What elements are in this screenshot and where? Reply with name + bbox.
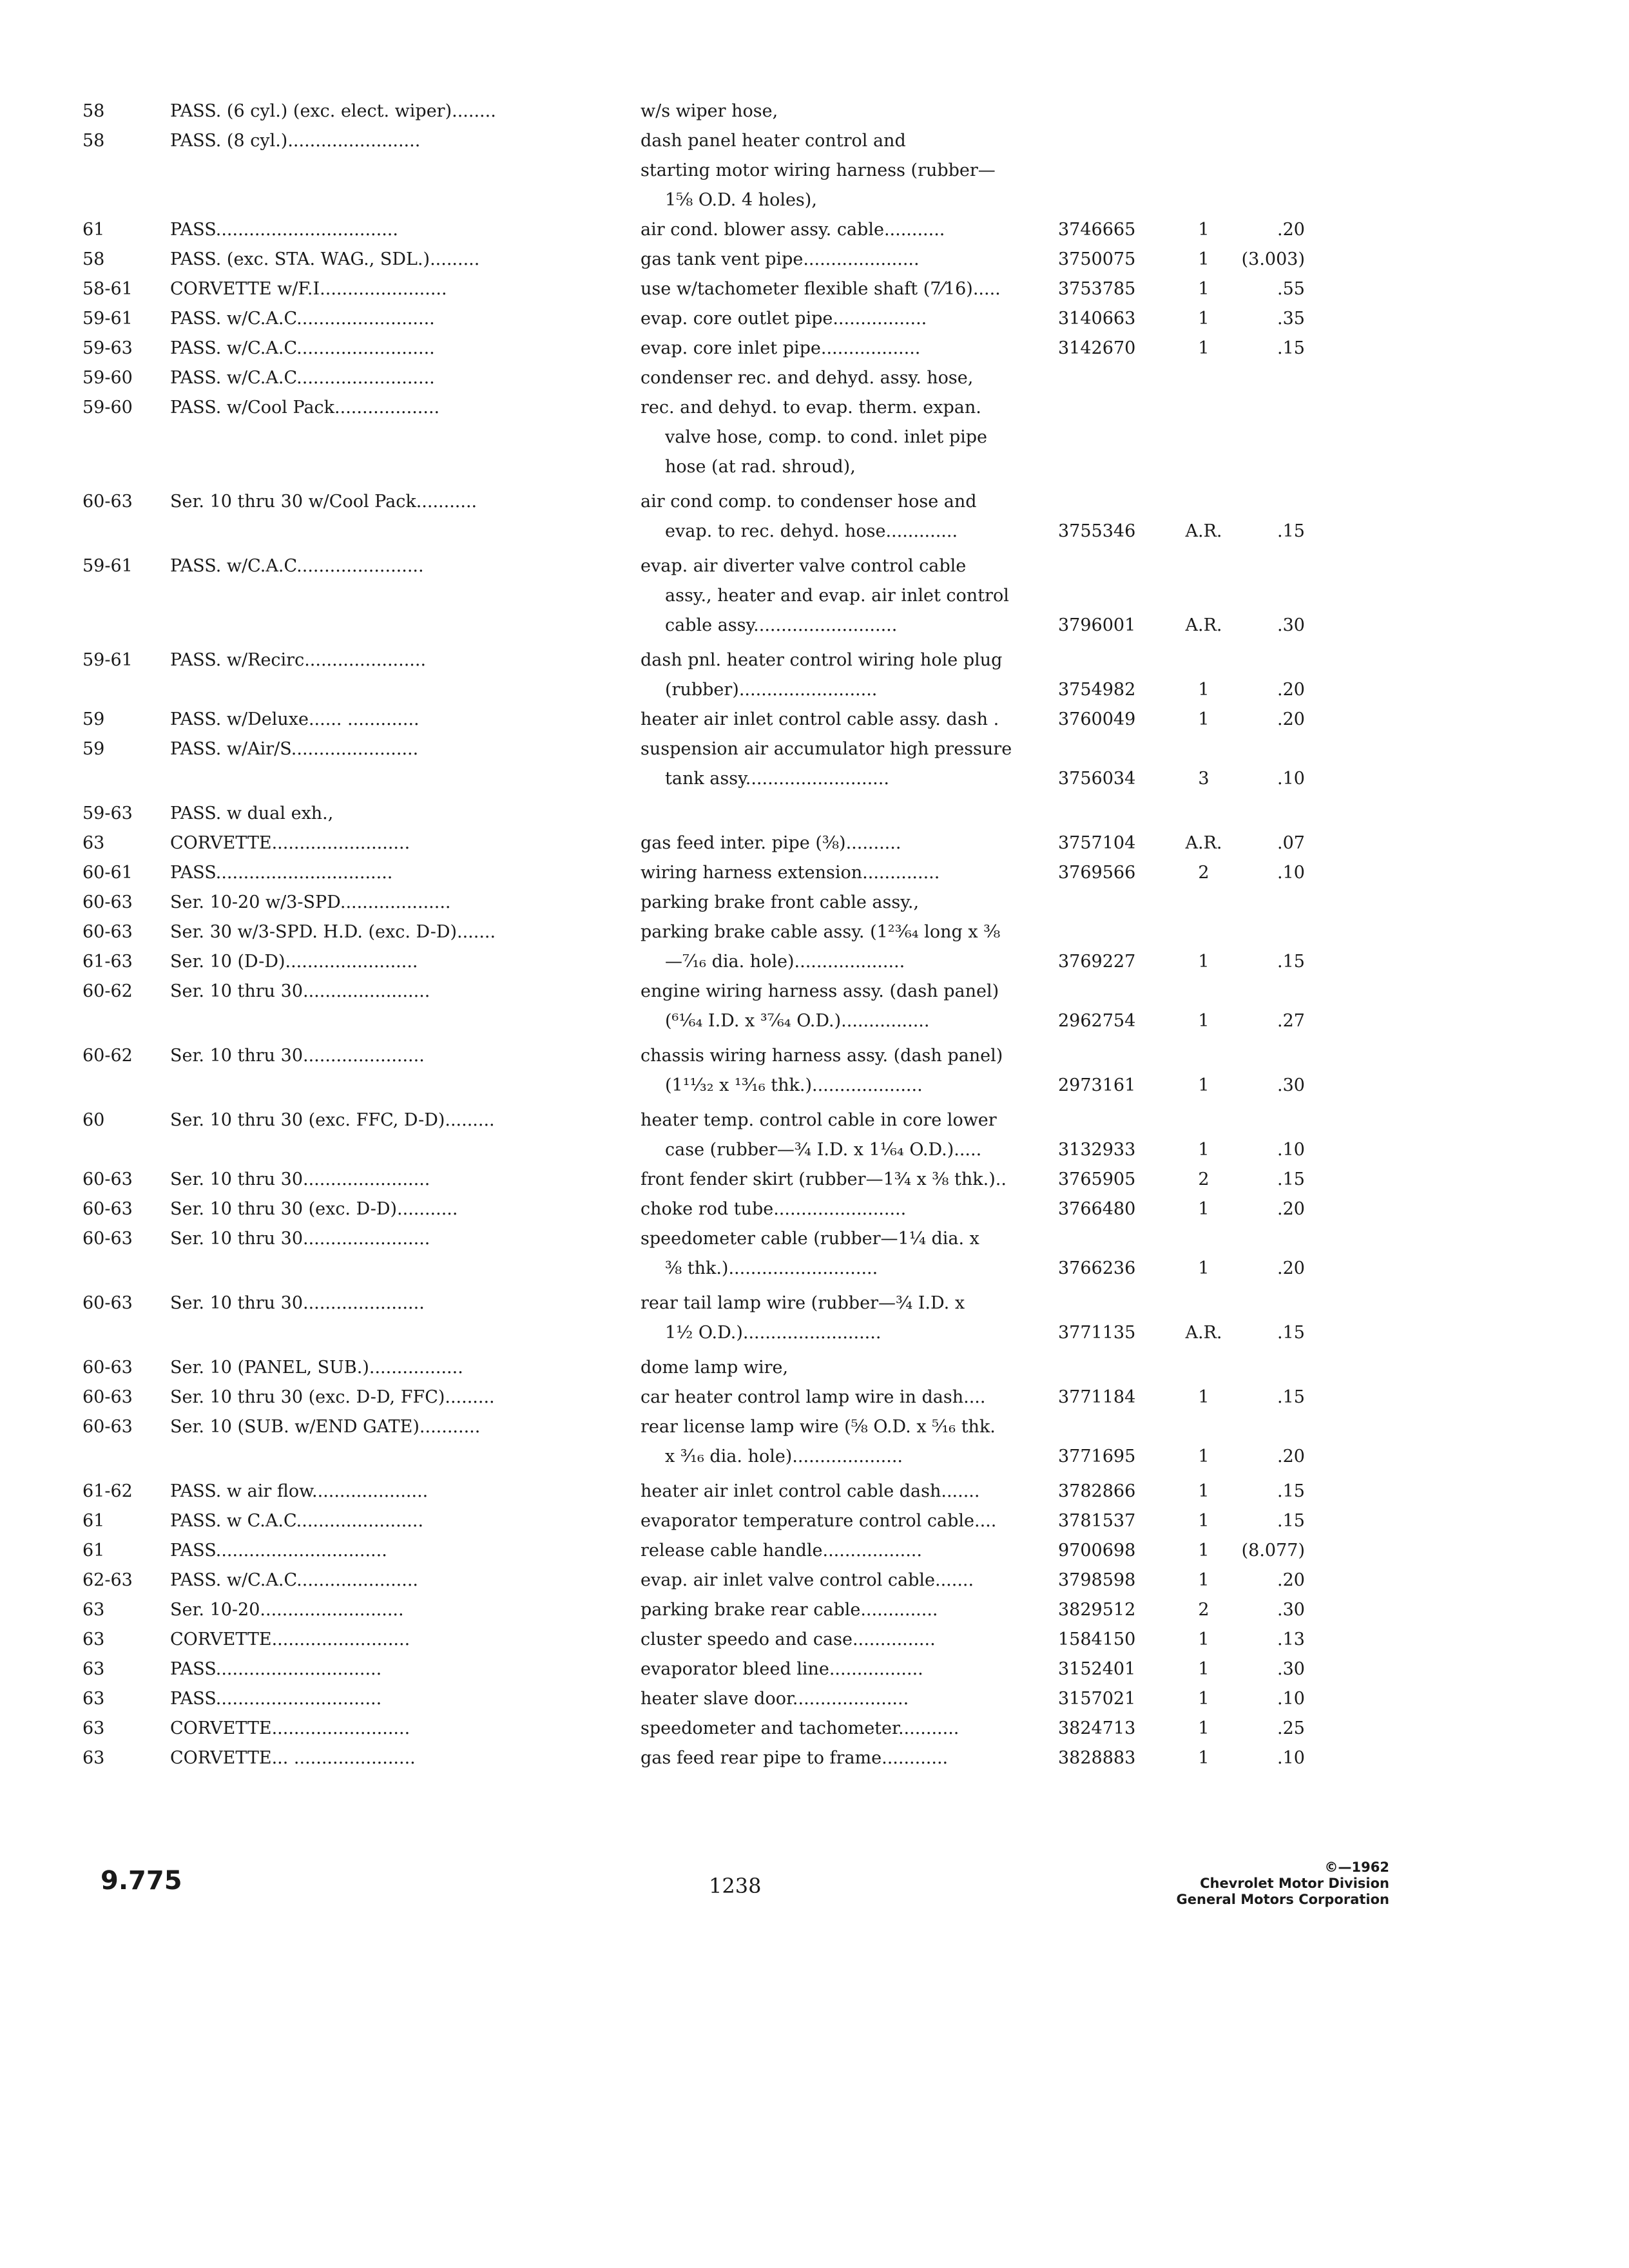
part-number: 3766480 xyxy=(1058,1199,1136,1219)
part-description: evap. air diverter valve control cable xyxy=(641,556,967,576)
price: .15 xyxy=(1277,1387,1305,1407)
model-application: Ser. 10 thru 30...................... xyxy=(170,1046,425,1066)
model-year: 63 xyxy=(82,1748,105,1768)
part-number: 3157021 xyxy=(1058,1689,1136,1709)
model-year: 59-61 xyxy=(82,650,133,670)
model-application: Ser. 10 thru 30 (exc. D-D, FFC)......... xyxy=(170,1387,495,1407)
price: .15 xyxy=(1277,1169,1305,1189)
quantity: 1 xyxy=(1198,338,1210,358)
part-number: 3771184 xyxy=(1058,1387,1136,1407)
part-description: dash pnl. heater control wiring hole plug xyxy=(641,650,1003,670)
model-year: 60-63 xyxy=(82,1169,133,1189)
part-description: rec. and dehyd. to evap. therm. expan. xyxy=(641,398,981,418)
model-application: PASS................................. xyxy=(170,220,398,240)
quantity: 1 xyxy=(1198,952,1210,972)
quantity: 1 xyxy=(1198,1011,1210,1031)
model-application: CORVETTE......................... xyxy=(170,1629,410,1649)
quantity: 2 xyxy=(1198,1169,1210,1189)
quantity: 1 xyxy=(1198,1748,1210,1768)
part-number: 3781537 xyxy=(1058,1511,1136,1531)
model-year: 60-61 xyxy=(82,863,133,883)
quantity: 1 xyxy=(1198,1387,1210,1407)
part-number: 3754982 xyxy=(1058,680,1136,700)
model-year: 62-63 xyxy=(82,1570,133,1590)
model-year: 60-63 xyxy=(82,492,133,512)
model-year: 61 xyxy=(82,1541,105,1561)
model-application: PASS................................ xyxy=(170,863,393,883)
price: .15 xyxy=(1277,1481,1305,1501)
part-description: air cond. blower assy. cable........... xyxy=(641,220,945,240)
quantity: 1 xyxy=(1198,1258,1210,1278)
price: .07 xyxy=(1277,833,1305,853)
quantity: 2 xyxy=(1198,863,1210,883)
price: .15 xyxy=(1277,1323,1305,1343)
price: .15 xyxy=(1277,338,1305,358)
part-number: 3782866 xyxy=(1058,1481,1136,1501)
part-number: 3796001 xyxy=(1058,615,1136,635)
model-year: 61-63 xyxy=(82,952,133,972)
model-year: 61 xyxy=(82,220,105,240)
part-row xyxy=(0,1566,1629,1595)
price: .10 xyxy=(1277,863,1305,883)
part-number: 9700698 xyxy=(1058,1541,1136,1561)
model-application: PASS. w/C.A.C...................... xyxy=(170,1570,418,1590)
model-application: PASS. w/Recirc...................... xyxy=(170,650,427,670)
quantity: 2 xyxy=(1198,1600,1210,1620)
part-description: evaporator temperature control cable.... xyxy=(641,1511,997,1531)
part-row xyxy=(0,1383,1629,1412)
part-number: 3771695 xyxy=(1058,1446,1136,1466)
part-description: hose (at rad. shroud), xyxy=(665,457,856,477)
quantity: 1 xyxy=(1198,709,1210,729)
model-application: PASS.............................. xyxy=(170,1689,382,1709)
part-description: x ³⁄₁₆ dia. hole).................... xyxy=(665,1446,903,1466)
model-year: 61-62 xyxy=(82,1481,133,1501)
model-application: Ser. 10 (SUB. w/END GATE)........... xyxy=(170,1417,481,1437)
part-row xyxy=(0,274,1629,304)
part-description: assy., heater and evap. air inlet control xyxy=(665,586,1009,606)
model-year: 59 xyxy=(82,709,105,729)
part-description: ⅜ thk.)........................... xyxy=(665,1258,878,1278)
quantity: 1 xyxy=(1198,1511,1210,1531)
part-description: evap. core inlet pipe.................. xyxy=(641,338,921,358)
model-year: 58 xyxy=(82,249,105,269)
part-description: gas feed rear pipe to frame............ xyxy=(641,1748,949,1768)
model-application: PASS............................... xyxy=(170,1541,387,1561)
part-description: condenser rec. and dehyd. assy. hose, xyxy=(641,368,974,388)
model-application: PASS. w/Deluxe...... ............. xyxy=(170,709,419,729)
part-number: 3756034 xyxy=(1058,769,1136,789)
part-number: 3755346 xyxy=(1058,521,1136,541)
price: .30 xyxy=(1277,615,1305,635)
model-application: Ser. 10 thru 30....................... xyxy=(170,1229,430,1249)
part-row xyxy=(0,452,1629,482)
part-row xyxy=(0,799,1629,829)
part-row xyxy=(0,764,1629,794)
part-row xyxy=(0,1289,1629,1318)
part-row xyxy=(0,363,1629,393)
section-number: 9.775 xyxy=(101,1866,182,1896)
part-row xyxy=(0,1625,1629,1655)
part-description: chassis wiring harness assy. (dash panel) xyxy=(641,1046,1003,1066)
part-row xyxy=(0,245,1629,274)
model-year: 59-63 xyxy=(82,338,133,358)
part-row xyxy=(0,1224,1629,1254)
part-number: 3765905 xyxy=(1058,1169,1136,1189)
quantity: 1 xyxy=(1198,1570,1210,1590)
model-application: Ser. 10 thru 30....................... xyxy=(170,1169,430,1189)
price: .20 xyxy=(1277,1570,1305,1590)
part-row xyxy=(0,675,1629,705)
model-application: PASS. w air flow..................... xyxy=(170,1481,429,1501)
quantity: 1 xyxy=(1198,1481,1210,1501)
price: .20 xyxy=(1277,1446,1305,1466)
part-row xyxy=(0,1106,1629,1135)
part-description: car heater control lamp wire in dash.... xyxy=(641,1387,986,1407)
model-year: 58 xyxy=(82,101,105,121)
model-year: 59-60 xyxy=(82,398,133,418)
part-description: parking brake cable assy. (1²³⁄₆₄ long x ³⁄₈ xyxy=(641,922,1001,942)
model-year: 63 xyxy=(82,1629,105,1649)
price: .15 xyxy=(1277,521,1305,541)
part-row xyxy=(0,1165,1629,1195)
model-year: 59-63 xyxy=(82,803,133,823)
part-number: 3769227 xyxy=(1058,952,1136,972)
quantity: A.R. xyxy=(1185,615,1222,635)
part-row xyxy=(0,487,1629,517)
part-row xyxy=(0,1412,1629,1442)
part-row xyxy=(0,1135,1629,1165)
part-description: rear license lamp wire (⅝ O.D. x ⁵⁄₁₆ thk. xyxy=(641,1417,996,1437)
price: .30 xyxy=(1277,1075,1305,1095)
price: .20 xyxy=(1277,709,1305,729)
part-description: starting motor wiring harness (rubber— xyxy=(641,160,996,180)
price: .20 xyxy=(1277,680,1305,700)
price: .30 xyxy=(1277,1659,1305,1679)
part-description: parking brake rear cable.............. xyxy=(641,1600,938,1620)
model-application: PASS. w/C.A.C......................... xyxy=(170,309,435,329)
part-row xyxy=(0,1442,1629,1472)
model-year: 60-63 xyxy=(82,1229,133,1249)
part-description: choke rod tube........................ xyxy=(641,1199,907,1219)
model-year: 60-62 xyxy=(82,1046,133,1066)
model-year: 61 xyxy=(82,1511,105,1531)
quantity: 1 xyxy=(1198,1541,1210,1561)
part-row xyxy=(0,1195,1629,1224)
part-description: engine wiring harness assy. (dash panel) xyxy=(641,981,999,1001)
part-description: cable assy.......................... xyxy=(665,615,898,635)
model-application: PASS. w/C.A.C....................... xyxy=(170,556,424,576)
part-description: evaporator bleed line................. xyxy=(641,1659,923,1679)
part-number: 3769566 xyxy=(1058,863,1136,883)
quantity: A.R. xyxy=(1185,521,1222,541)
part-row xyxy=(0,705,1629,735)
model-year: 60-63 xyxy=(82,1199,133,1219)
price: .55 xyxy=(1277,279,1305,299)
model-year: 60-62 xyxy=(82,981,133,1001)
part-number: 3771135 xyxy=(1058,1323,1136,1343)
model-application: PASS. w/Air/S....................... xyxy=(170,739,419,759)
part-number: 3142670 xyxy=(1058,338,1136,358)
part-row xyxy=(0,858,1629,888)
quantity: 1 xyxy=(1198,279,1210,299)
part-row xyxy=(0,1595,1629,1625)
model-year: 60-63 xyxy=(82,922,133,942)
model-application: PASS. (8 cyl.)........................ xyxy=(170,131,421,151)
part-description: evap. to rec. dehyd. hose............. xyxy=(665,521,958,541)
part-description: heater slave door..................... xyxy=(641,1689,909,1709)
part-row xyxy=(0,552,1629,581)
quantity: 3 xyxy=(1198,769,1210,789)
part-description: air cond comp. to condenser hose and xyxy=(641,492,977,512)
part-row xyxy=(0,1318,1629,1348)
model-application: Ser. 10 (D-D)........................ xyxy=(170,952,418,972)
model-year: 58 xyxy=(82,131,105,151)
part-row xyxy=(0,581,1629,611)
price: .20 xyxy=(1277,220,1305,240)
price: .10 xyxy=(1277,1748,1305,1768)
model-application: PASS. (6 cyl.) (exc. elect. wiper)........ xyxy=(170,101,496,121)
quantity: A.R. xyxy=(1185,1323,1222,1343)
part-number: 3152401 xyxy=(1058,1659,1136,1679)
part-number: 3753785 xyxy=(1058,279,1136,299)
part-row xyxy=(0,1655,1629,1684)
part-row xyxy=(0,1006,1629,1036)
part-row xyxy=(0,517,1629,546)
model-year: 59-60 xyxy=(82,368,133,388)
model-application: CORVETTE......................... xyxy=(170,1718,410,1738)
price: .10 xyxy=(1277,1140,1305,1160)
quantity: 1 xyxy=(1198,1629,1210,1649)
part-description: cluster speedo and case............... xyxy=(641,1629,936,1649)
part-row xyxy=(0,977,1629,1006)
quantity: 1 xyxy=(1198,1140,1210,1160)
price: (8.077) xyxy=(1241,1541,1305,1561)
part-description: rear tail lamp wire (rubber—¾ I.D. x xyxy=(641,1293,965,1313)
part-description: gas tank vent pipe..................... xyxy=(641,249,920,269)
model-year: 59-61 xyxy=(82,556,133,576)
part-description: evap. air inlet valve control cable....... xyxy=(641,1570,974,1590)
model-year: 63 xyxy=(82,1600,105,1620)
price: .27 xyxy=(1277,1011,1305,1031)
price: .20 xyxy=(1277,1258,1305,1278)
model-year: 60-63 xyxy=(82,892,133,912)
model-application: CORVETTE w/F.I....................... xyxy=(170,279,447,299)
model-application: PASS. w/Cool Pack................... xyxy=(170,398,440,418)
model-application: Ser. 10 (PANEL, SUB.)................. xyxy=(170,1358,463,1378)
part-row xyxy=(0,947,1629,977)
model-application: Ser. 10 thru 30 w/Cool Pack........... xyxy=(170,492,477,512)
model-application: CORVETTE......................... xyxy=(170,833,410,853)
model-year: 63 xyxy=(82,1659,105,1679)
part-number: 3766236 xyxy=(1058,1258,1136,1278)
part-description: gas feed inter. pipe (⅜).......... xyxy=(641,833,901,853)
price: .13 xyxy=(1277,1629,1305,1649)
part-row xyxy=(0,1477,1629,1506)
price: (3.003) xyxy=(1241,249,1305,269)
model-application: PASS.............................. xyxy=(170,1659,382,1679)
part-description: —⁷⁄₁₆ dia. hole).................... xyxy=(665,952,905,972)
part-description: dome lamp wire, xyxy=(641,1358,789,1378)
part-row xyxy=(0,1254,1629,1283)
part-row xyxy=(0,126,1629,156)
part-row xyxy=(0,1744,1629,1773)
part-number: 2973161 xyxy=(1058,1075,1136,1095)
quantity: 1 xyxy=(1198,1446,1210,1466)
part-row xyxy=(0,1506,1629,1536)
part-number: 1584150 xyxy=(1058,1629,1136,1649)
quantity: 1 xyxy=(1198,249,1210,269)
part-description: release cable handle.................. xyxy=(641,1541,922,1561)
quantity: 1 xyxy=(1198,309,1210,329)
part-row xyxy=(0,304,1629,334)
part-row xyxy=(0,1536,1629,1566)
price: .10 xyxy=(1277,769,1305,789)
part-description: suspension air accumulator high pressure xyxy=(641,739,1012,759)
model-year: 60-63 xyxy=(82,1417,133,1437)
part-description: (rubber)......................... xyxy=(665,680,878,700)
part-row xyxy=(0,829,1629,858)
part-number: 3750075 xyxy=(1058,249,1136,269)
model-application: Ser. 10-20 w/3-SPD.................... xyxy=(170,892,451,912)
price: .15 xyxy=(1277,952,1305,972)
copyright-line: ©—1962 xyxy=(1324,1860,1389,1875)
model-application: CORVETTE... ...................... xyxy=(170,1748,416,1768)
model-application: Ser. 10 thru 30....................... xyxy=(170,981,430,1001)
part-row xyxy=(0,423,1629,452)
price: .10 xyxy=(1277,1689,1305,1709)
part-description: 1½ O.D.)......................... xyxy=(665,1323,882,1343)
part-row xyxy=(0,393,1629,423)
part-description: front fender skirt (rubber—1¾ x ⅜ thk.).. xyxy=(641,1169,1007,1189)
model-application: PASS. w/C.A.C......................... xyxy=(170,338,435,358)
price: .30 xyxy=(1277,1600,1305,1620)
part-row xyxy=(0,215,1629,245)
model-year: 59 xyxy=(82,739,105,759)
part-row xyxy=(0,735,1629,764)
model-application: PASS. w dual exh., xyxy=(170,803,334,823)
part-row xyxy=(0,646,1629,675)
part-row xyxy=(0,918,1629,947)
part-row xyxy=(0,1071,1629,1100)
quantity: 1 xyxy=(1198,1199,1210,1219)
part-row xyxy=(0,97,1629,126)
model-year: 63 xyxy=(82,833,105,853)
quantity: 1 xyxy=(1198,1718,1210,1738)
model-year: 63 xyxy=(82,1718,105,1738)
page-number: 1238 xyxy=(709,1874,762,1898)
part-number: 3746665 xyxy=(1058,220,1136,240)
price: .15 xyxy=(1277,1511,1305,1531)
part-description: use w/tachometer flexible shaft (7⁄16)..... xyxy=(641,279,1001,299)
part-number: 3798598 xyxy=(1058,1570,1136,1590)
price: .20 xyxy=(1277,1199,1305,1219)
model-year: 59-61 xyxy=(82,309,133,329)
part-description: (1¹¹⁄₃₂ x ¹³⁄₁₆ thk.).................... xyxy=(665,1075,923,1095)
model-application: PASS. w/C.A.C......................... xyxy=(170,368,435,388)
part-number: 3140663 xyxy=(1058,309,1136,329)
price: .35 xyxy=(1277,309,1305,329)
model-application: Ser. 10 thru 30 (exc. FFC, D-D)......... xyxy=(170,1110,495,1130)
model-year: 58-61 xyxy=(82,279,133,299)
part-row xyxy=(0,888,1629,918)
part-number: 3757104 xyxy=(1058,833,1136,853)
part-row xyxy=(0,1353,1629,1383)
part-description: dash panel heater control and xyxy=(641,131,906,151)
model-year: 60-63 xyxy=(82,1293,133,1313)
part-description: w/s wiper hose, xyxy=(641,101,778,121)
model-application: Ser. 10 thru 30 (exc. D-D)........... xyxy=(170,1199,458,1219)
part-description: evap. core outlet pipe................. xyxy=(641,309,927,329)
quantity: 1 xyxy=(1198,1689,1210,1709)
part-description: case (rubber—¾ I.D. x 1¹⁄₆₄ O.D.)..... xyxy=(665,1140,982,1160)
part-description: wiring harness extension.............. xyxy=(641,863,940,883)
part-description: speedometer and tachometer........... xyxy=(641,1718,959,1738)
part-description: 1⅝ O.D. 4 holes), xyxy=(665,190,817,210)
model-year: 60 xyxy=(82,1110,105,1130)
part-description: speedometer cable (rubber—1¼ dia. x xyxy=(641,1229,979,1249)
division-line: Chevrolet Motor Division xyxy=(1200,1876,1389,1891)
quantity: 1 xyxy=(1198,680,1210,700)
part-number: 3829512 xyxy=(1058,1600,1136,1620)
price: .25 xyxy=(1277,1718,1305,1738)
part-description: tank assy.......................... xyxy=(665,769,889,789)
model-application: Ser. 10 thru 30...................... xyxy=(170,1293,425,1313)
corporation-line: General Motors Corporation xyxy=(1176,1892,1389,1907)
model-year: 60-63 xyxy=(82,1358,133,1378)
part-row xyxy=(0,1041,1629,1071)
part-row xyxy=(0,611,1629,640)
part-description: (⁶¹⁄₆₄ I.D. x ³⁷⁄₆₄ O.D.)................ xyxy=(665,1011,930,1031)
part-description: heater temp. control cable in core lower xyxy=(641,1110,997,1130)
part-description: heater air inlet control cable assy. dash . xyxy=(641,709,999,729)
quantity: A.R. xyxy=(1185,833,1222,853)
quantity: 1 xyxy=(1198,1659,1210,1679)
part-number: 3132933 xyxy=(1058,1140,1136,1160)
part-description: parking brake front cable assy., xyxy=(641,892,920,912)
quantity: 1 xyxy=(1198,220,1210,240)
part-description: valve hose, comp. to cond. inlet pipe xyxy=(665,427,988,447)
model-year: 60-63 xyxy=(82,1387,133,1407)
part-number: 3828883 xyxy=(1058,1748,1136,1768)
part-row xyxy=(0,334,1629,363)
quantity: 1 xyxy=(1198,1075,1210,1095)
part-number: 3760049 xyxy=(1058,709,1136,729)
part-row xyxy=(0,1714,1629,1744)
publisher-credit xyxy=(1177,1860,1389,1908)
part-description: heater air inlet control cable dash....... xyxy=(641,1481,980,1501)
part-row xyxy=(0,186,1629,215)
part-number: 3824713 xyxy=(1058,1718,1136,1738)
model-application: PASS. (exc. STA. WAG., SDL.)......... xyxy=(170,249,480,269)
part-row xyxy=(0,156,1629,186)
part-row xyxy=(0,1684,1629,1714)
model-application: Ser. 10-20.......................... xyxy=(170,1600,404,1620)
model-application: PASS. w C.A.C....................... xyxy=(170,1511,424,1531)
model-year: 63 xyxy=(82,1689,105,1709)
part-number: 2962754 xyxy=(1058,1011,1136,1031)
model-application: Ser. 30 w/3-SPD. H.D. (exc. D-D)....... xyxy=(170,922,496,942)
parts-list xyxy=(0,97,1629,1773)
